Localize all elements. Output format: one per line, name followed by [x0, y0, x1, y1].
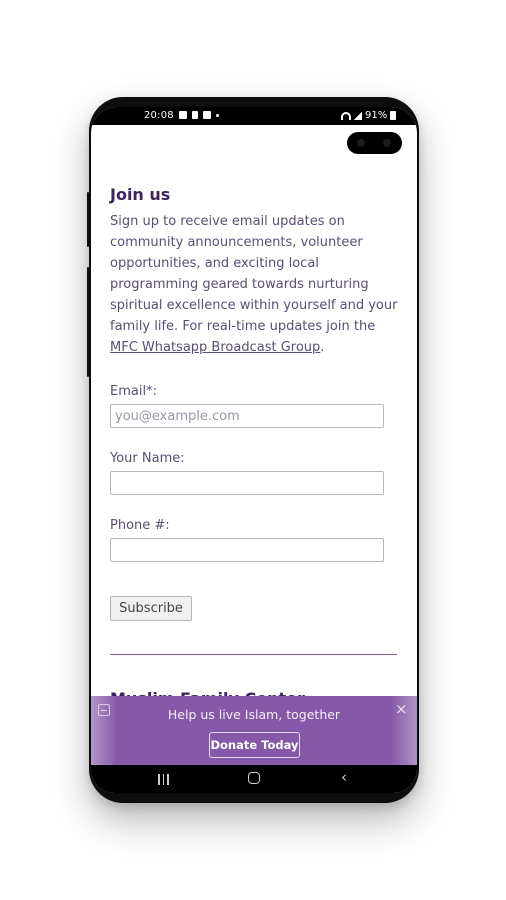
status-time: 20:08 [144, 110, 174, 121]
recents-icon[interactable] [158, 774, 169, 785]
sim-icon [192, 111, 198, 119]
notification-icon [203, 111, 211, 119]
intro-period: . [320, 340, 325, 355]
phone-frame [89, 97, 419, 803]
name-input[interactable] [110, 471, 384, 495]
phone-input[interactable] [110, 538, 384, 562]
donate-button[interactable]: Donate Today [209, 732, 300, 758]
wifi-icon [341, 112, 351, 120]
status-icons [179, 111, 219, 119]
front-camera-icon [383, 139, 391, 147]
back-icon[interactable]: ‹ [341, 768, 347, 786]
intro-paragraph [110, 211, 406, 358]
status-bar [91, 107, 417, 125]
front-camera-icon [357, 139, 365, 147]
system-nav-bar [91, 765, 417, 793]
power-button [87, 267, 89, 377]
email-label: Email*: [110, 384, 157, 399]
section-divider [110, 654, 397, 655]
intro-text: Sign up to receive email updates on community announcements, volunteer opportunities, and exciting local programming geared towards nurturing spiritual excellence within yourself and your family life. For real-time updates join the [110, 214, 398, 334]
battery-percent: 91% [365, 110, 388, 121]
camera-cutout [347, 132, 402, 154]
phone-screen [91, 107, 417, 793]
donate-banner [91, 696, 417, 765]
battery-icon [390, 111, 396, 120]
phone-label: Phone #: [110, 518, 170, 533]
email-input[interactable] [110, 404, 384, 428]
status-right [341, 110, 396, 121]
home-icon[interactable] [248, 772, 260, 784]
dot-icon [216, 114, 219, 117]
close-icon[interactable]: × [395, 700, 408, 718]
whatsapp-group-link[interactable]: MFC Whatsapp Broadcast Group [110, 340, 321, 355]
name-label: Your Name: [110, 451, 185, 466]
image-icon [179, 111, 187, 119]
banner-text: Help us live Islam, together [167, 707, 341, 722]
join-us-heading: Join us [110, 185, 171, 204]
volume-button [87, 192, 89, 247]
signal-icon [354, 112, 362, 120]
subscribe-button[interactable]: Subscribe [110, 596, 192, 621]
